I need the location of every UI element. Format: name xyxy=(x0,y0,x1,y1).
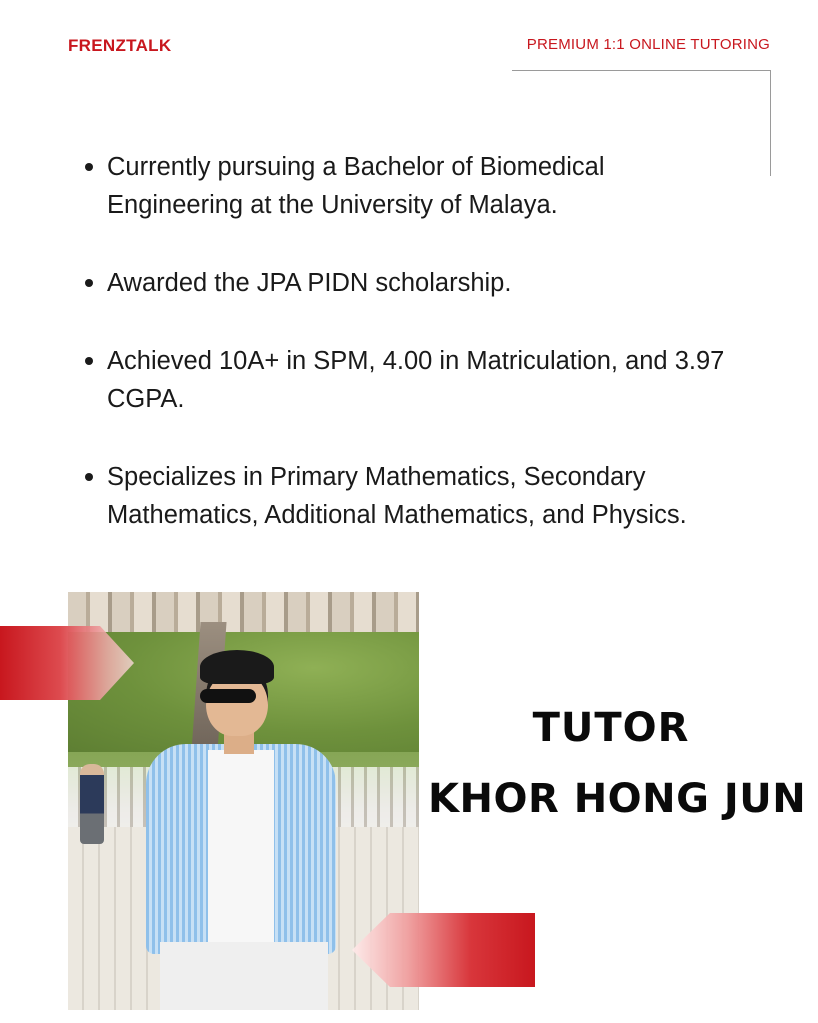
tutor-label: TUTOR xyxy=(532,705,690,751)
list-item: Currently pursuing a Bachelor of Biomedical Engineering at the University of Malaya. xyxy=(82,148,742,224)
sunglasses-icon xyxy=(200,689,256,703)
photo-background-person xyxy=(80,764,104,844)
red-arrow-accent-right xyxy=(352,913,535,987)
photo-tshirt xyxy=(208,750,274,954)
list-item: Achieved 10A+ in SPM, 4.00 in Matriculation, and 3.97 CGPA. xyxy=(82,342,742,418)
corner-line-vertical xyxy=(770,70,771,176)
list-item: Awarded the JPA PIDN scholarship. xyxy=(82,264,742,302)
qualifications-list xyxy=(82,148,742,574)
corner-line-horizontal xyxy=(512,70,771,71)
photo-buildings xyxy=(68,592,419,634)
tutor-name: KHOR HONG JUN xyxy=(428,776,807,822)
tagline: PREMIUM 1:1 ONLINE TUTORING xyxy=(526,36,770,53)
list-item: Specializes in Primary Mathematics, Secondary Mathematics, Additional Mathematics, and Physics. xyxy=(82,458,742,534)
brand-logo: FRENZTALK xyxy=(68,36,172,55)
photo-hair xyxy=(200,650,274,684)
photo-pants xyxy=(160,942,328,1010)
